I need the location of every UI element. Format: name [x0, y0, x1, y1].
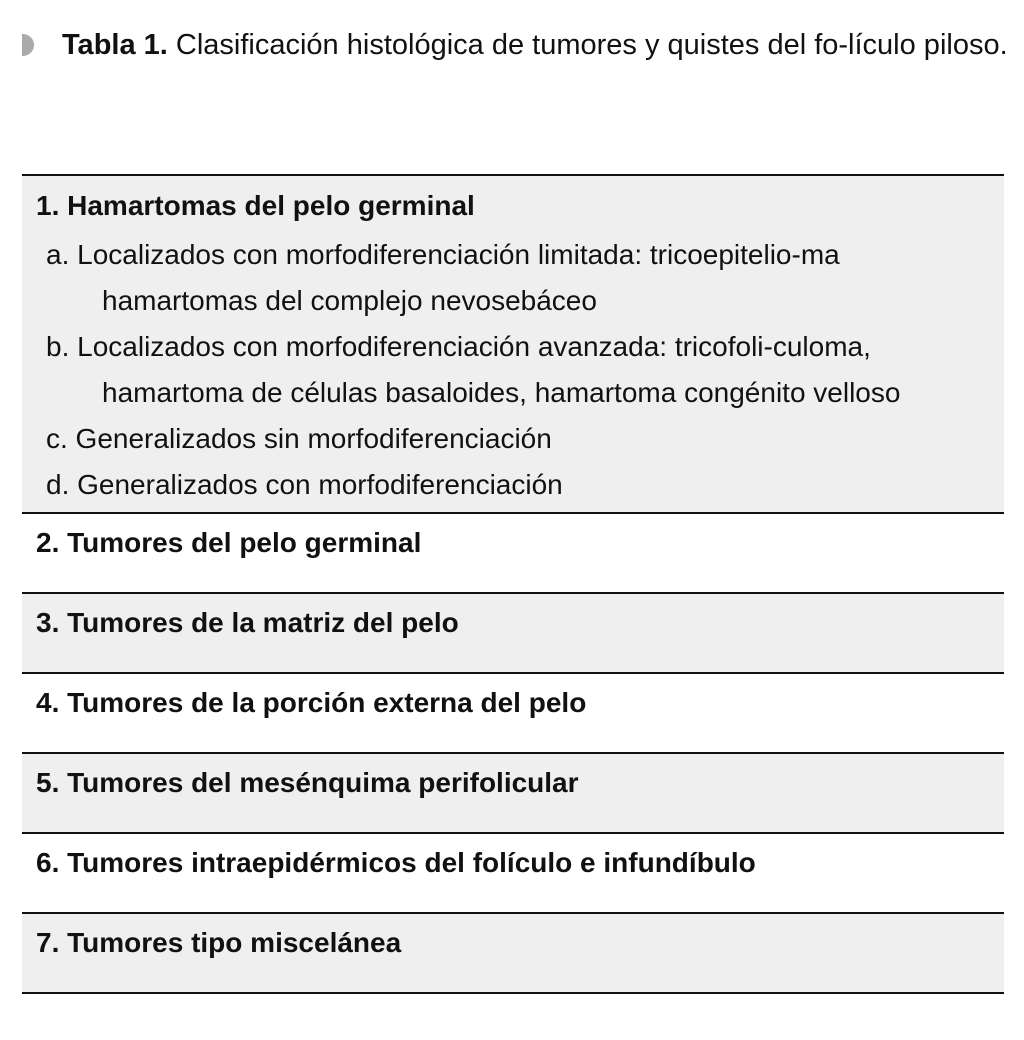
row-title: 4. Tumores de la porción externa del pelo	[22, 673, 1004, 753]
row-title: 7. Tumores tipo miscelánea	[22, 913, 1004, 993]
half-circle-bullet-icon	[22, 34, 34, 56]
table-row	[22, 593, 1004, 673]
classification-table	[22, 174, 1004, 994]
table-row	[22, 833, 1004, 913]
table-row	[22, 673, 1004, 753]
row-title: 2. Tumores del pelo germinal	[22, 513, 1004, 593]
table-row	[22, 175, 1004, 513]
caption-text: Clasificación histológica de tumores y quistes del fo-lículo piloso.	[167, 29, 1008, 61]
row-title: 6. Tumores intraepidérmicos del folículo e infundíbulo	[22, 833, 1004, 913]
table-cell	[22, 175, 1004, 513]
subitem: a. Localizados con morfodiferenciación limitada: tricoepitelio-ma hamartomas del complejo nevosebáceo	[46, 239, 840, 316]
row-title: 1. Hamartomas del pelo germinal	[36, 190, 475, 221]
subitem: d. Generalizados con morfodiferenciación	[46, 469, 563, 500]
table-row	[22, 913, 1004, 993]
table-row	[22, 753, 1004, 833]
subitem: c. Generalizados sin morfodiferenciación	[46, 423, 552, 454]
caption-label: Tabla 1.	[62, 29, 168, 61]
table-row	[22, 513, 1004, 593]
row-title: 3. Tumores de la matriz del pelo	[22, 593, 1004, 673]
table-caption	[22, 22, 1012, 68]
subitem: b. Localizados con morfodiferenciación avanzada: tricofoli-culoma, hamartoma de células basaloides, hamartoma congénito velloso	[46, 331, 901, 408]
row-title: 5. Tumores del mesénquima perifolicular	[22, 753, 1004, 833]
